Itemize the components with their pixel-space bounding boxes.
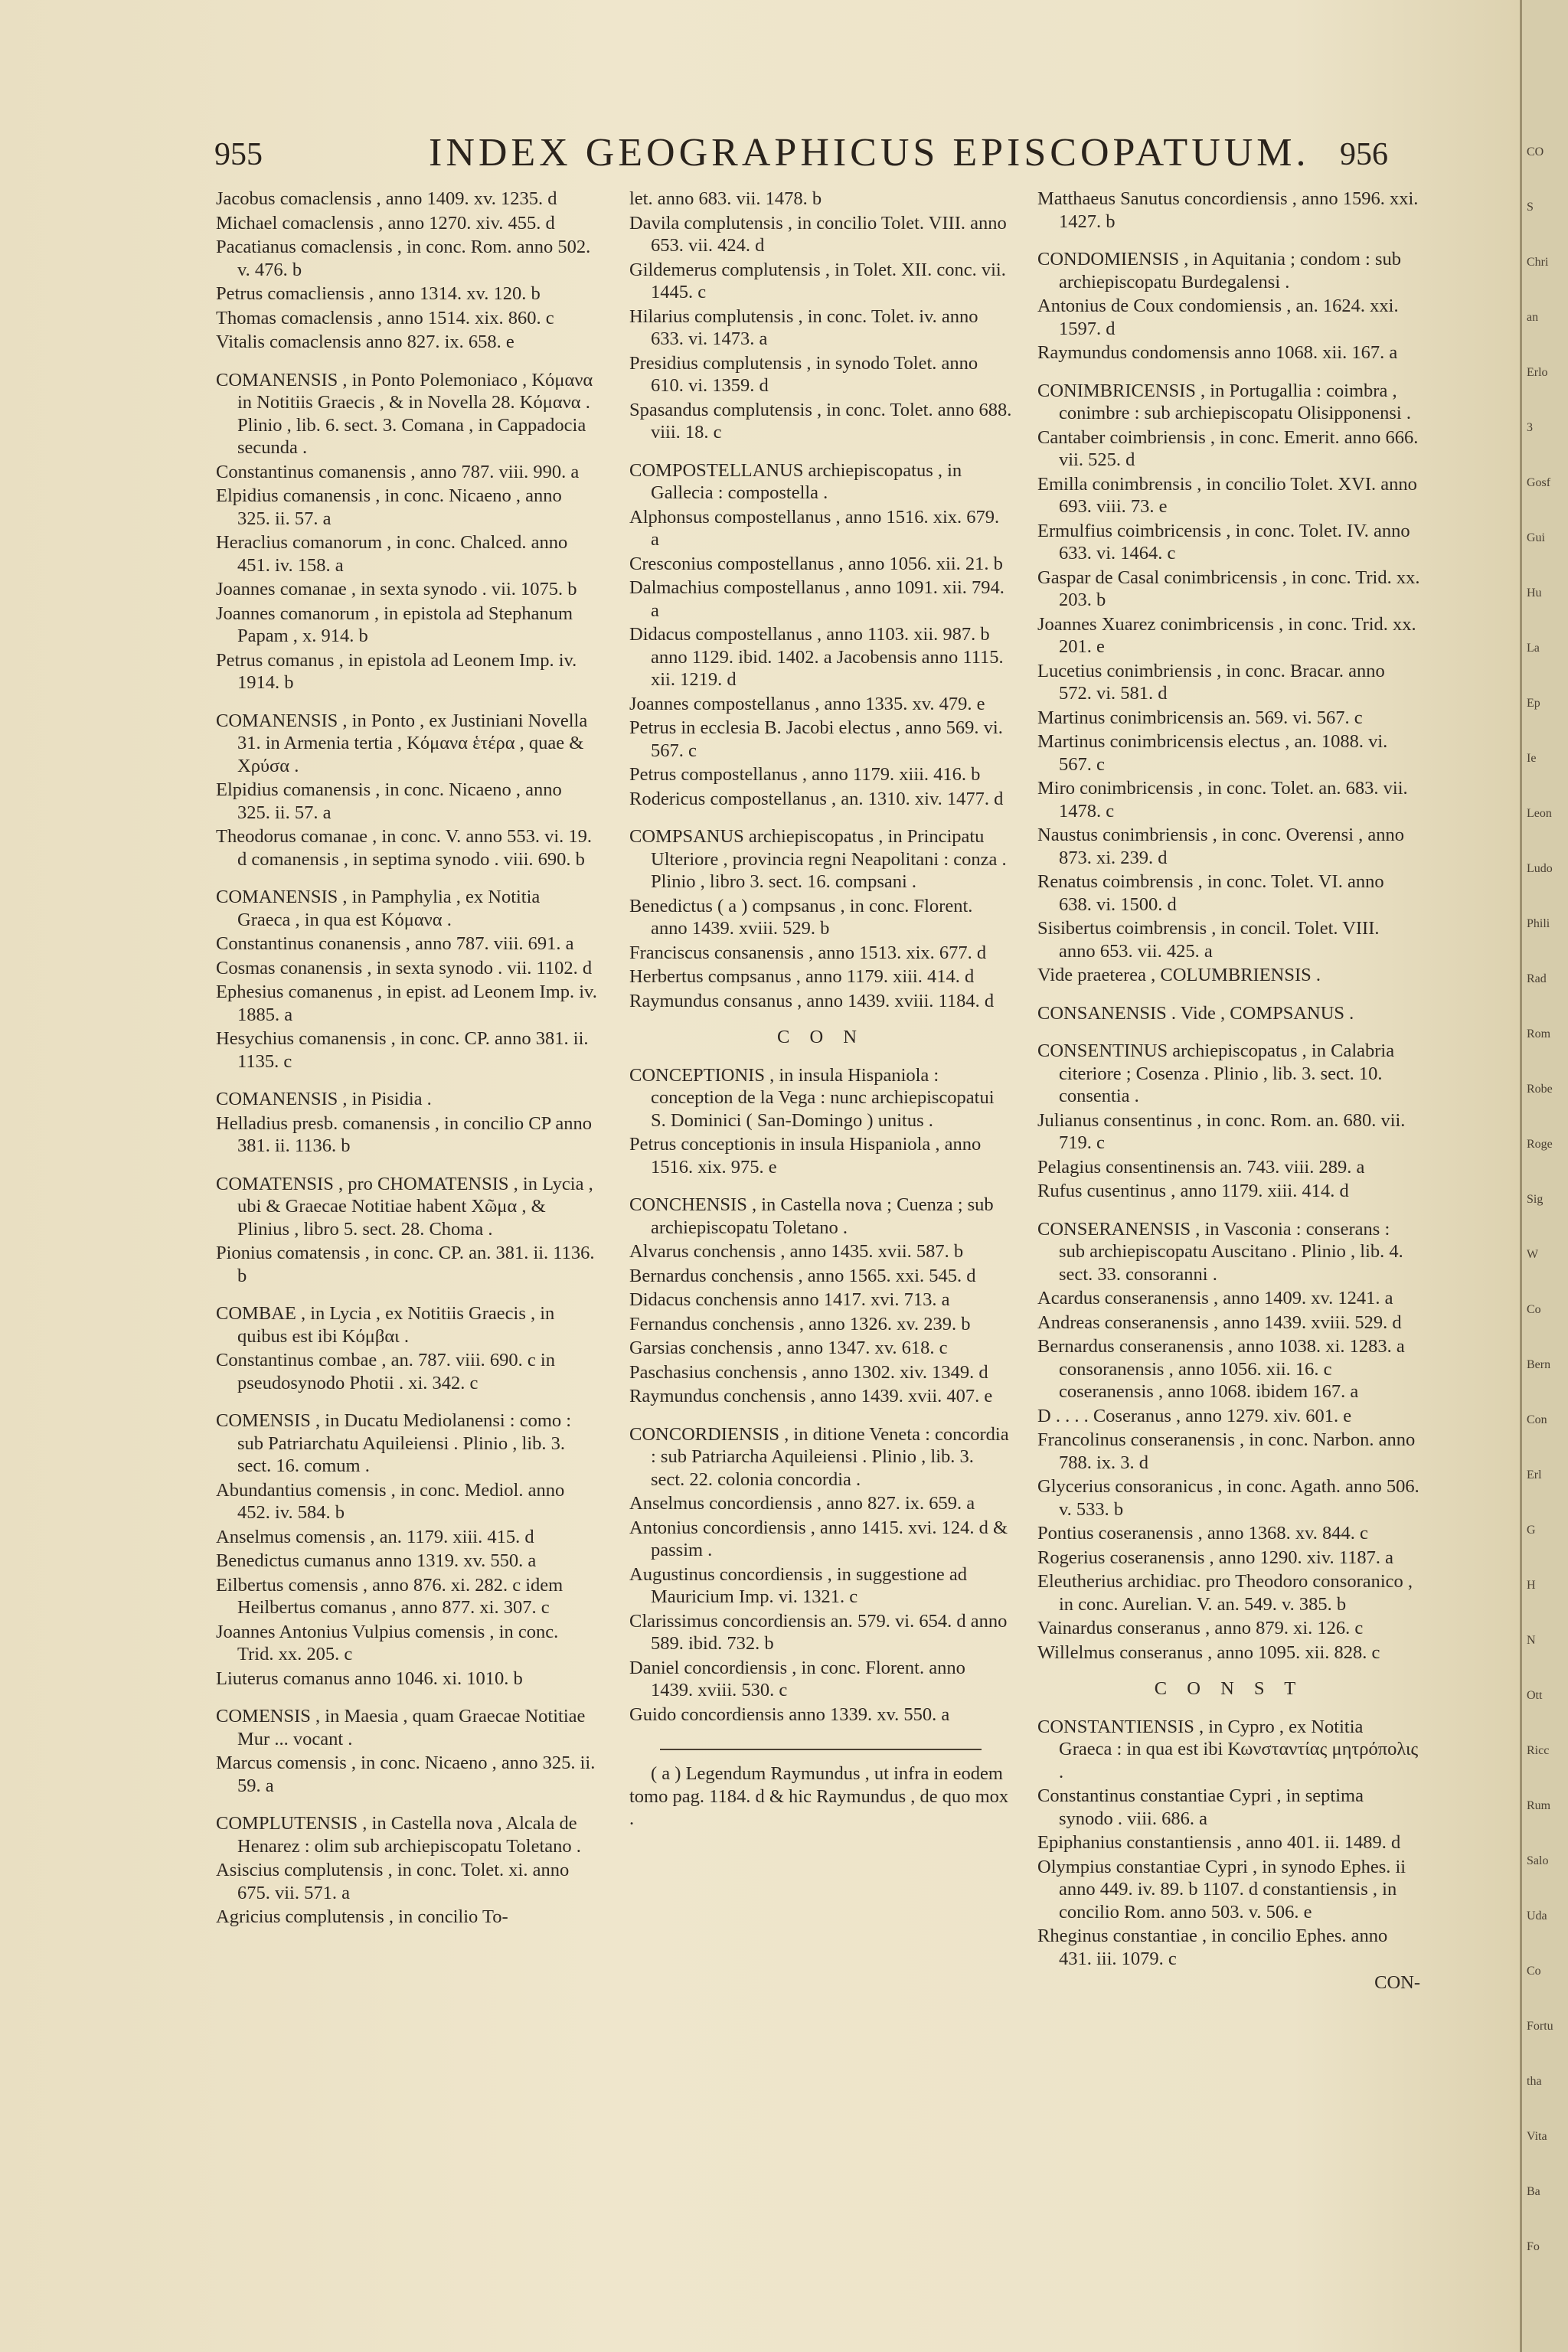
see-heading: COMENSIS , in Maesia , quam Graecae Notitiae Mur ... vocant . (216, 1706, 586, 1749)
index-entry: Sisibertus coimbrensis , in concil. Tolet. VIII. anno 653. vii. 425. a (1037, 918, 1380, 962)
index-entry: Rogerius coseranensis , anno 1290. xiv. 1187. a (1037, 1547, 1393, 1568)
next-page-edge (1520, 0, 1568, 2352)
next-page-fragment: Chri (1527, 256, 1549, 269)
index-entry: Glycerius consoranicus , in conc. Agath. anno 506. v. 533. b (1037, 1476, 1419, 1520)
index-column-left (216, 188, 597, 1930)
see-heading: COMANENSIS , in Pisidia . (216, 1089, 432, 1109)
right-page-number: 956 (1340, 137, 1388, 172)
next-page-fragment: Roge (1527, 1138, 1553, 1151)
index-entry: Davila complutensis , in concilio Tolet. VIII. anno 653. vii. 424. d (629, 212, 1007, 256)
index-entry: Pacatianus comaclensis , in conc. Rom. anno 502. v. 476. b (216, 237, 591, 280)
index-entry: Olympius constantiae Cypri , in synodo Ephes. ii anno 449. iv. 89. b 1107. d constantiensis , in concilio Rom. anno 503. v. 506. e (1037, 1856, 1406, 1922)
next-page-fragment: Gosf (1527, 476, 1551, 489)
index-entry: Theodorus comanae , in conc. V. anno 553. vi. 19. d comanensis , in septima synodo . viii. 690. b (216, 826, 593, 870)
index-entry: Cosmas conanensis , in sexta synodo . vii. 1102. d (216, 957, 593, 978)
index-entry: Joannes Xuarez conimbricensis , in conc. Trid. xx. 201. e (1037, 613, 1416, 657)
see-heading: COMENSIS , in Ducatu Mediolanensi : como : sub Patriarchatu Aquileiensi . Plinio , lib. 3. sect. 16. comum . (216, 1410, 572, 1476)
index-entry: Martinus conimbricensis an. 569. vi. 567. c (1037, 707, 1363, 728)
see-heading: CONSANENSIS . Vide , COMPSANUS . (1037, 1002, 1354, 1024)
index-entry: Dalmachius compostellanus , anno 1091. xii. 794. a (629, 577, 1004, 621)
index-entry: Anselmus concordiensis , anno 827. ix. 659. a (629, 1493, 975, 1514)
index-entry: Augustinus concordiensis , in suggestione ad Mauricium Imp. vi. 1321. c (629, 1563, 967, 1607)
index-entry: Ephesius comanenus , in epist. ad Leonem Imp. iv. 1885. a (216, 982, 597, 1025)
index-entry: Lucetius conimbriensis , in conc. Bracar. anno 572. vi. 581. d (1037, 660, 1385, 704)
see-heading: CONCEPTIONIS , in insula Hispaniola : conception de la Vega : nunc archiepiscopatui S. Dominici ( San-Domingo ) unitus . (629, 1064, 995, 1131)
next-page-fragment: Ricc (1527, 1744, 1550, 1757)
index-column-middle (629, 188, 1012, 1832)
index-entry: Francolinus conseranensis , in conc. Narbon. anno 788. ix. 3. d (1037, 1429, 1416, 1473)
index-entry: Agricius complutensis , in concilio To- (216, 1906, 508, 1927)
footnote: ( a ) Legendum Raymundus , ut infra in eodem tomo pag. 1184. d & hic Raymundus , de quo mox . (629, 1763, 1009, 1829)
index-entry: Raymundus condomensis anno 1068. xii. 167. a (1037, 342, 1398, 363)
index-entry: Julianus consentinus , in conc. Rom. an. 680. vii. 719. c (1037, 1109, 1406, 1153)
next-page-fragment: Robe (1527, 1083, 1553, 1096)
index-entry: Abundantius comensis , in conc. Mediol. anno 452. iv. 584. b (216, 1479, 565, 1523)
index-entry: Martinus conimbricensis electus , an. 1088. vi. 567. c (1037, 731, 1388, 775)
index-entry: Anselmus comensis , an. 1179. xiii. 415. d (216, 1526, 534, 1547)
next-page-fragment: W (1527, 1248, 1539, 1261)
index-entry: Benedictus ( a ) compsanus , in conc. Florent. anno 1439. xviii. 529. b (629, 895, 973, 939)
see-heading: CONSENTINUS archiepiscopatus , in Calabria citeriore ; Cosenza . Plinio , lib. 3. sect. 10. consentia . (1037, 1040, 1395, 1106)
index-entry: Constantinus constantiae Cypri , in septima synodo . viii. 686. a (1037, 1785, 1364, 1829)
next-page-fragment: 3 (1527, 421, 1533, 434)
next-page-fragment: Uda (1527, 1909, 1547, 1922)
index-entry: Cantaber coimbriensis , in conc. Emerit. anno 666. vii. 525. d (1037, 426, 1419, 470)
next-page-fragment: Erl (1527, 1468, 1542, 1481)
next-page-fragment: Sig (1527, 1193, 1544, 1206)
index-entry: Cresconius compostellanus , anno 1056. xii. 21. b (629, 553, 1003, 574)
index-entry: Antonius concordiensis , anno 1415. xvi. 124. d & passim . (629, 1517, 1008, 1560)
next-page-fragment: La (1527, 642, 1540, 655)
index-entry: Andreas conseranensis , anno 1439. xviii. 529. d (1037, 1312, 1402, 1333)
index-entry: Rodericus compostellanus , an. 1310. xiv. 1477. d (629, 788, 1004, 809)
section-divider: C O N (777, 1027, 864, 1047)
index-entry: Asiscius complutensis , in conc. Tolet. xi. anno 675. vii. 571. a (216, 1860, 570, 1903)
see-heading: CONDOMIENSIS , in Aquitania ; condom : sub archiepiscopatu Burdegalensi . (1037, 249, 1402, 292)
index-entry: Didacus compostellanus , anno 1103. xii. 987. b anno 1129. ibid. 1402. a Jacobensis anno 1115. xii. 1219. d (629, 624, 1004, 690)
see-heading: COMANENSIS , in Pamphylia , ex Notitia Graeca , in qua est Κόμανα . (216, 887, 541, 930)
running-header (199, 130, 1470, 191)
index-entry: Garsias conchensis , anno 1347. xv. 618. c (629, 1338, 948, 1358)
index-entry: Hilarius complutensis , in conc. Tolet. iv. anno 633. vi. 1473. a (629, 305, 978, 349)
index-entry: Miro conimbricensis , in conc. Tolet. an. 683. vii. 1478. c (1037, 778, 1408, 822)
see-heading: COMATENSIS , pro CHOMATENSIS , in Lycia , ubi & Graecae Notitiae habent Χῶμα , & Plinius , libro 5. sect. 28. Choma . (216, 1173, 593, 1240)
next-page-fragment: Rum (1527, 1799, 1551, 1812)
see-heading: COMPLUTENSIS , in Castella nova , Alcala de Henarez : olim sub archiepiscopatu Toletano . (216, 1813, 581, 1857)
index-entry: Joannes comanorum , in epistola ad Stephanum Papam , x. 914. b (216, 603, 573, 646)
next-page-fragment: Con (1527, 1413, 1547, 1426)
index-entry: Jacobus comaclensis , anno 1409. xv. 1235. d (216, 188, 557, 209)
next-page-fragment: Ludo (1527, 862, 1553, 875)
index-entry: Fernandus conchensis , anno 1326. xv. 239. b (629, 1313, 971, 1334)
index-entry: Antonius de Coux condomiensis , an. 1624. xxi. 1597. d (1037, 296, 1399, 339)
next-page-fragment: Ie (1527, 752, 1537, 765)
next-page-fragment: Salo (1527, 1854, 1549, 1867)
next-page-fragment: Rad (1527, 972, 1547, 985)
index-entry: Pionius comatensis , in conc. CP. an. 381. ii. 1136. b (216, 1243, 595, 1286)
next-page-fragment: Hu (1527, 586, 1542, 599)
index-entry: Herbertus compsanus , anno 1179. xiii. 414. d (629, 966, 975, 987)
see-heading: COMBAE , in Lycia , ex Notitiis Graecis , in quibus est ibi Κόμβαι . (216, 1303, 555, 1347)
next-page-fragment: G (1527, 1524, 1536, 1537)
next-page-fragment: Bern (1527, 1358, 1551, 1371)
next-page-fragment: Leon (1527, 807, 1552, 820)
index-column-right (1037, 188, 1420, 1996)
index-entry: Renatus coimbrensis , in conc. Tolet. VI. anno 638. vi. 1500. d (1037, 871, 1384, 915)
next-page-fragment: Ep (1527, 697, 1540, 710)
next-page-fragment: Rom (1527, 1027, 1551, 1040)
see-heading: CONCHENSIS , in Castella nova ; Cuenza ; sub archiepiscopatu Toletano . (629, 1194, 994, 1238)
index-entry: Joannes comanae , in sexta synodo . vii. 1075. b (216, 579, 577, 599)
index-entry: Helladius presb. comanensis , in concilio CP anno 381. ii. 1136. b (216, 1112, 593, 1156)
index-entry: Constantinus conanensis , anno 787. viii. 691. a (216, 933, 574, 954)
see-heading: CONIMBRICENSIS , in Portugallia : coimbra , conimbre : sub archiepiscopatu Olisipponensi . (1037, 380, 1411, 423)
index-entry: Petrus conceptionis in insula Hispaniola , anno 1516. xix. 975. e (629, 1134, 982, 1178)
index-entry: Pontius coseranensis , anno 1368. xv. 844. c (1037, 1523, 1368, 1544)
index-entry: Guido concordiensis anno 1339. xv. 550. a (629, 1704, 950, 1725)
index-entry: Pelagius consentinensis an. 743. viii. 289. a (1037, 1156, 1365, 1178)
index-entry: Matthaeus Sanutus concordiensis , anno 1596. xxi. 1427. b (1037, 188, 1419, 232)
section-divider: C O N S T (1154, 1678, 1304, 1699)
index-entry: Willelmus conseranus , anno 1095. xii. 828. c (1037, 1642, 1380, 1663)
next-page-fragment: an (1527, 311, 1539, 324)
index-entry: Thomas comaclensis , anno 1514. xix. 860. c (216, 307, 554, 328)
index-entry: Emilla conimbrensis , in concilio Tolet. XVI. anno 693. viii. 73. e (1037, 473, 1417, 517)
see-heading: CONSTANTIENSIS , in Cypro , ex Notitia Graeca : in qua est ibi Κωνσταντίας μητρόπολις . (1037, 1716, 1419, 1782)
next-page-fragment: tha (1527, 2075, 1542, 2088)
index-entry: Gaspar de Casal conimbricensis , in conc. Trid. xx. 203. b (1037, 567, 1420, 610)
index-entry: Petrus comanus , in epistola ad Leonem Imp. iv. 1914. b (216, 649, 577, 693)
index-entry: Alvarus conchensis , anno 1435. xvii. 587. b (629, 1241, 964, 1262)
index-entry: Rufus cusentinus , anno 1179. xiii. 414. d (1037, 1181, 1349, 1201)
index-entry: Gildemerus complutensis , in Tolet. XII. conc. vii. 1445. c (629, 259, 1006, 302)
index-entry: Constantinus comanensis , anno 787. viii. 990. a (216, 461, 580, 482)
index-entry: Joannes compostellanus , anno 1335. xv. 479. e (629, 693, 985, 714)
next-page-fragment: Co (1527, 1303, 1541, 1316)
next-page-fragment: S (1527, 201, 1534, 214)
index-entry: Paschasius conchensis , anno 1302. xiv. 1349. d (629, 1361, 988, 1383)
index-entry: Vainardus conseranus , anno 879. xi. 126. c (1037, 1618, 1364, 1638)
see-heading: CONCORDIENSIS , in ditione Veneta : concordia : sub Patriarcha Aquileiensi . Plinio , lib. 3. sect. 22. colonia concordia . (629, 1423, 1009, 1490)
index-entry: Presidius complutensis , in synodo Tolet. anno 610. vi. 1359. d (629, 352, 978, 396)
index-entry: Hesychius comanensis , in conc. CP. anno 381. ii. 1135. c (216, 1028, 589, 1072)
index-entry: Joannes Antonius Vulpius comensis , in conc. Trid. xx. 205. c (216, 1621, 559, 1664)
next-page-fragment: Erlo (1527, 366, 1548, 379)
index-entry: Raymundus consanus , anno 1439. xviii. 1184. d (629, 990, 995, 1011)
next-page-fragment: Fortu (1527, 2020, 1553, 2033)
index-entry: Vitalis comaclensis anno 827. ix. 658. e (216, 332, 514, 352)
index-entry: Heraclius comanorum , in conc. Chalced. anno 451. iv. 158. a (216, 532, 568, 576)
index-entry: Didacus conchensis anno 1417. xvi. 713. a (629, 1289, 950, 1310)
index-entry: Raymundus conchensis , anno 1439. xvii. 407. e (629, 1386, 993, 1406)
next-page-fragment: Phili (1527, 917, 1550, 930)
index-entry: Petrus comacliensis , anno 1314. xv. 120. b (216, 283, 541, 304)
index-entry: Michael comaclensis , anno 1270. xiv. 455. d (216, 212, 555, 234)
catchword: CON- (1374, 1972, 1420, 1993)
index-entry: D . . . . Coseranus , anno 1279. xiv. 601. e (1037, 1405, 1352, 1426)
next-page-fragment: N (1527, 1634, 1536, 1647)
see-heading: CONSERANENSIS , in Vasconia : conserans : sub archiepiscopatu Auscitano . Plinio , lib. 4. sect. 33. consoranni . (1037, 1218, 1403, 1285)
next-page-fragment: H (1527, 1579, 1536, 1592)
index-entry: Ermulfius coimbricensis , in conc. Tolet. IV. anno 633. vi. 1464. c (1037, 520, 1410, 564)
next-page-fragment: Vita (1527, 2130, 1547, 2143)
index-entry: Petrus compostellanus , anno 1179. xiii. 416. b (629, 764, 981, 785)
index-entry: Spasandus complutensis , in conc. Tolet. anno 688. viii. 18. c (629, 399, 1012, 443)
index-entry: Vide praeterea , COLUMBRIENSIS . (1037, 965, 1321, 985)
index-entry: Daniel concordiensis , in conc. Florent. anno 1439. xviii. 530. c (629, 1657, 965, 1700)
index-entry: Naustus conimbriensis , in conc. Overensi , anno 873. xi. 239. d (1037, 825, 1405, 868)
index-entry: Elpidius comanensis , in conc. Nicaeno , anno 325. ii. 57. a (216, 485, 562, 529)
index-entry: Franciscus consanensis , anno 1513. xix. 677. d (629, 942, 987, 963)
next-page-fragment: Ott (1527, 1689, 1543, 1702)
next-page-fragment: Co (1527, 1965, 1541, 1978)
index-entry: Eilbertus comensis , anno 876. xi. 282. c idem Heilbertus comanus , anno 877. xi. 307. c (216, 1574, 564, 1618)
see-heading: COMPOSTELLANUS archiepiscopatus , in Gallecia : compostella . (629, 459, 962, 503)
page-title: INDEX GEOGRAPHICUS EPISCOPATUUM. (429, 131, 1310, 175)
index-entry: Acardus conseranensis , anno 1409. xv. 1241. a (1037, 1288, 1393, 1308)
index-entry: Benedictus cumanus anno 1319. xv. 550. a (216, 1550, 537, 1571)
index-entry: Rheginus constantiae , in concilio Ephes. anno 431. iii. 1079. c (1037, 1926, 1388, 1969)
index-entry: Liuterus comanus anno 1046. xi. 1010. b (216, 1668, 523, 1689)
index-entry: Eleutherius archidiac. pro Theodoro consoranico , in conc. Aurelian. V. an. 549. v. 385. b (1037, 1571, 1413, 1615)
index-entry: Constantinus combae , an. 787. viii. 690. c in pseudosynodo Photii . xi. 342. c (216, 1350, 555, 1393)
footnote-rule (660, 1749, 982, 1750)
see-heading: COMANENSIS , in Ponto , ex Justiniani Novella 31. in Armenia tertia , Κόμανα ἑτέρα , quae & Χρύσα . (216, 710, 588, 776)
see-heading: COMANENSIS , in Ponto Polemoniaco , Κόμανα in Notitiis Graecis , & in Novella 28. Κόμανα . Plinio , lib. 6. sect. 3. Comana , in Cappadocia secunda . (216, 369, 593, 458)
next-page-fragment: Fo (1527, 2240, 1540, 2253)
index-entry: let. anno 683. vii. 1478. b (629, 188, 822, 209)
index-entry: Elpidius comanensis , in conc. Nicaeno , anno 325. ii. 57. a (216, 779, 562, 823)
left-page-number: 955 (214, 137, 263, 172)
next-page-fragment: CO (1527, 145, 1544, 158)
next-page-fragment: Gui (1527, 531, 1545, 544)
index-entry: Clarissimus concordiensis an. 579. vi. 654. d anno 589. ibid. 732. b (629, 1610, 1008, 1654)
index-entry: Alphonsus compostellanus , anno 1516. xix. 679. a (629, 506, 1000, 550)
see-heading: COMPSANUS archiepiscopatus , in Principatu Ulteriore , provincia regni Neapolitani : conza . Plinio , libro 3. sect. 16. compsani . (629, 826, 1007, 892)
index-entry: Epiphanius constantiensis , anno 401. ii. 1489. d (1037, 1832, 1401, 1853)
index-entry: Petrus in ecclesia B. Jacobi electus , anno 569. vi. 567. c (629, 717, 1003, 761)
index-entry: Bernardus conseranensis , anno 1038. xi. 1283. a consoranensis , anno 1056. xii. 16. c coseranensis , anno 1068. ibidem 167. a (1037, 1336, 1405, 1402)
index-entry: Bernardus conchensis , anno 1565. xxi. 545. d (629, 1265, 976, 1286)
index-entry: Marcus comensis , in conc. Nicaeno , anno 325. ii. 59. a (216, 1753, 596, 1796)
next-page-fragment: Ba (1527, 2185, 1540, 2198)
